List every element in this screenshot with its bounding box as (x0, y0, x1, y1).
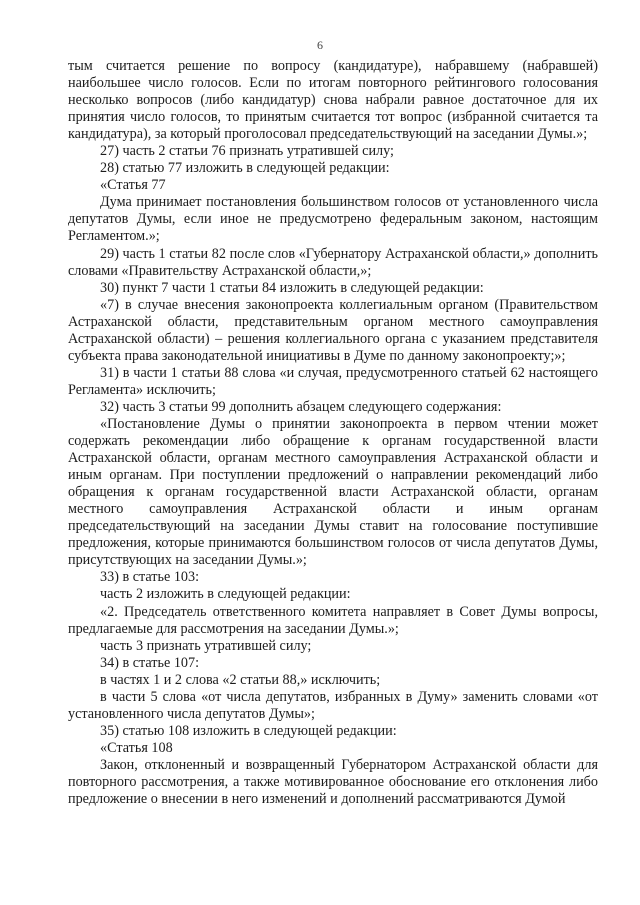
paragraph: в части 5 слова «от числа депутатов, избранных в Думу» заменить словами «от установленного числа депутатов Думы»; (68, 688, 598, 722)
paragraph: 32) часть 3 статьи 99 дополнить абзацем следующего содержания: (100, 398, 502, 415)
paragraph: 27) часть 2 статьи 76 признать утратившей силу; (100, 143, 394, 160)
paragraph: 30) пункт 7 части 1 статьи 84 изложить в следующей редакции: (100, 279, 484, 296)
paragraph: 28) статью 77 изложить в следующей редакции: (100, 160, 390, 177)
page-number: 6 (317, 38, 323, 52)
paragraph: в частях 1 и 2 слова «2 статьи 88,» исключить; (100, 671, 381, 688)
paragraph: Закон, отклоненный и возвращенный Губернатором Астраханской области для повторного рассмотрения, а также мотивированное обоснование его отклонения либо предложение о внесении в него изменений и дополнений рассматриваются Думой (68, 756, 598, 808)
paragraph: 33) в статье 103: (100, 569, 200, 586)
paragraph: 35) статью 108 изложить в следующей редакции: (100, 722, 397, 739)
paragraph: 31) в части 1 статьи 88 слова «и случая, предусмотренного статьей 62 настоящего Регламента» исключить; (68, 364, 598, 398)
paragraph: тым считается решение по вопросу (кандидатуре), набравшему (набравшей) наибольшее число голосов. Если по итогам повторного рейтингового голосования несколько вопросов (либо кандидатур) снова набрали равное достаточное для их принятия число голосов, то принятым считается тот вопрос (избранной считается та кандидатура), за который проголосовал председательствующий на заседании Думы.»; (68, 58, 598, 143)
paragraph: 34) в статье 107: (100, 654, 200, 671)
paragraph: 29) часть 1 статьи 82 после слов «Губернатору Астраханской области,» дополнить словами «Правительству Астраханской области,»; (68, 245, 598, 279)
paragraph: «Постановление Думы о принятии законопроекта в первом чтении может содержать рекомендации либо обращение к органам государственной власти Астраханской области, органам местного самоуправления Астраханской области и иным органам. При поступлении предложений о направлении рекомендаций либо обращения к органам государственной власти Астраханской области, органам местного самоуправления Астраханской области и иным органам председательствующий на заседании Думы ставит на голосование поступившие предложения, которые принимаются большинством голосов от числа депутатов Думы, присутствующих на заседании Думы.»; (68, 415, 598, 569)
paragraph: часть 2 изложить в следующей редакции: (100, 586, 351, 603)
article-heading: «Статья 108 (100, 739, 173, 756)
paragraph: Дума принимает постановления большинством голосов от установленного числа депутатов Думы, если иное не предусмотрено федеральным законом, настоящим Регламентом.»; (68, 194, 598, 245)
article-heading: «Статья 77 (100, 177, 166, 194)
document-body (68, 58, 598, 808)
paragraph: часть 3 признать утратившей силу; (100, 637, 312, 654)
paragraph: «7) в случае внесения законопроекта коллегиальным органом (Правительством Астраханской области, представительным органом местного самоуправления Астраханской области) – решения коллегиального органа с указанием представителя субъекта права законодательной инициативы в Думе по данному законопроекту;»; (68, 296, 598, 364)
paragraph: «2. Председатель ответственного комитета направляет в Совет Думы вопросы, предлагаемые для рассмотрения на заседании Думы.»; (68, 603, 598, 637)
